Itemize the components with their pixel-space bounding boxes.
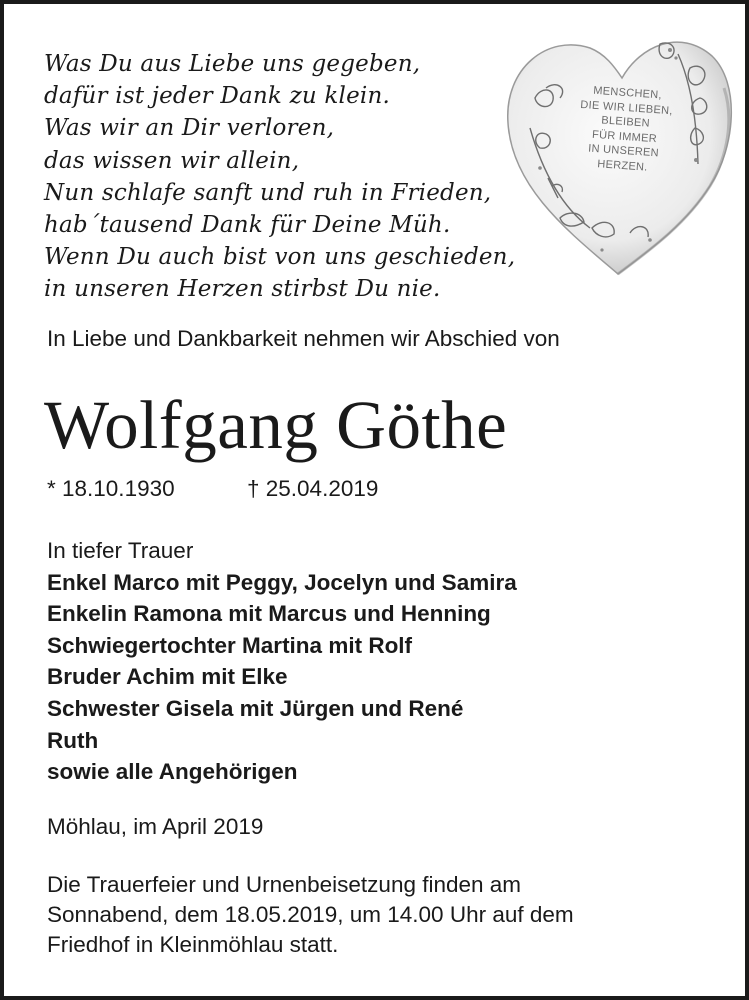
- poem-line: dafür ist jeder Dank zu klein.: [44, 83, 391, 110]
- mourner-line: Schwiegertochter Martina mit Rolf: [47, 632, 413, 658]
- memorial-poem: [44, 48, 514, 306]
- inscription-line: HERZEN.: [596, 158, 649, 174]
- mourners-block: [47, 535, 517, 788]
- inscription-line: IN UNSEREN: [587, 142, 660, 160]
- deceased-name: Wolfgang Göthe: [44, 387, 508, 463]
- poem-line: das wissen wir allein,: [44, 147, 300, 174]
- service-line: Die Trauerfeier und Urnenbeisetzung finden am: [47, 872, 522, 897]
- poem-line: in unseren Herzen stirbst Du nie.: [44, 276, 441, 303]
- poem-line: Was Du aus Liebe uns gegeben,: [44, 51, 421, 77]
- mourner-line: Schwester Gisela mit Jürgen und René: [47, 695, 464, 721]
- service-line: Friedhof in Kleinmöhlau statt.: [47, 932, 339, 957]
- poem-line: Wenn Du auch bist von uns geschieden,: [44, 244, 516, 271]
- poem-line: Was wir an Dir verloren,: [44, 115, 335, 142]
- inscription-line: DIE WIR LIEBEN,: [579, 98, 674, 117]
- death-date: † 25.04.2019: [247, 476, 379, 501]
- heart-inscription: [572, 83, 678, 177]
- birth-date: * 18.10.1930: [47, 476, 175, 501]
- mourner-line: Bruder Achim mit Elke: [47, 664, 288, 690]
- service-line: Sonnabend, dem 18.05.2019, um 14.00 Uhr auf dem: [47, 902, 574, 927]
- mourner-line: Enkelin Ramona mit Marcus und Henning: [47, 601, 491, 627]
- life-dates: [47, 476, 379, 502]
- mourner-line: sowie alle Angehörigen: [47, 759, 298, 785]
- inscription-line: BLEIBEN: [600, 114, 651, 130]
- place-and-date: Möhlau, im April 2019: [47, 814, 264, 839]
- inscription-line: MENSCHEN,: [592, 84, 663, 102]
- inscription-line: FÜR IMMER: [591, 128, 658, 146]
- poem-line: Nun schlafe sanft und ruh in Frieden,: [44, 179, 492, 206]
- mourner-line: Enkel Marco mit Peggy, Jocelyn und Samira: [47, 569, 517, 595]
- mourning-heading: In tiefer Trauer: [47, 538, 194, 563]
- intro-text: In Liebe und Dankbarkeit nehmen wir Abschied von: [47, 326, 560, 351]
- mourner-line: Ruth: [47, 727, 99, 753]
- funeral-service-info: [47, 870, 574, 960]
- poem-line: hab´tausend Dank für Deine Müh.: [44, 212, 451, 239]
